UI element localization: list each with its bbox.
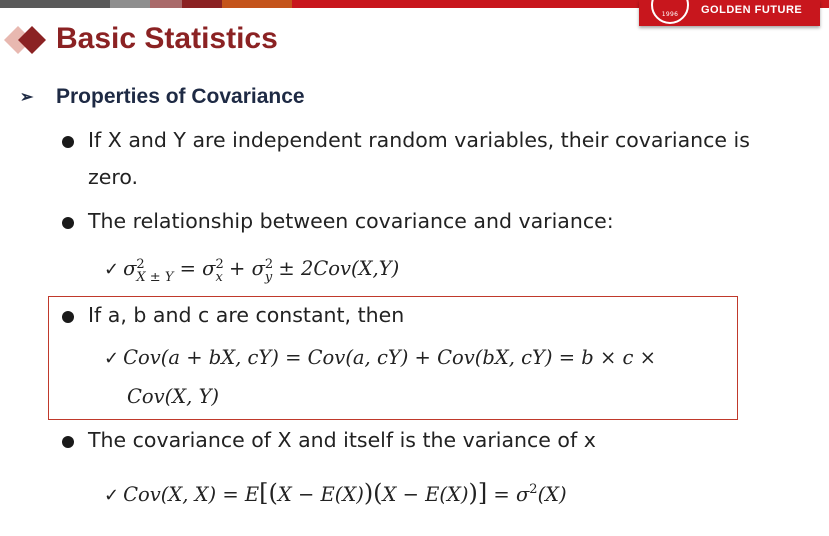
bullet-text: If X and Y are independent random variables, their covariance is zero.: [88, 128, 750, 189]
section-heading: [14, 82, 305, 112]
formula-variance-sum: ✓ σ 2 $_{X \pm Y}$ = σ 2 $_x$ + σ 2 $_y$ ± 2Cov(X,Y): [104, 257, 400, 285]
bullet-dot-icon: [62, 217, 74, 229]
bullet-dot-icon: [62, 436, 74, 448]
logo-text: GOLDEN FUTURE: [701, 4, 803, 16]
formula-self-covariance: ✓ Cov(X, $X) = E[(X - E(X))(X - E(X))] = \sigma^2(X)$: [104, 479, 567, 507]
brand-logo: [639, 0, 820, 26]
formula-linear-covariance-cont: [127, 379, 219, 415]
diamond-decoration-icon: [4, 22, 52, 58]
formula-line-2: Cov(X, Y): [127, 385, 220, 408]
section-heading-text: Properties of Covariance: [56, 85, 305, 108]
checkmark-icon: ✓: [104, 485, 120, 506]
checkmark-icon: ✓: [104, 348, 120, 369]
arrow-bullet-icon: ➢: [20, 89, 34, 106]
bullet-text: The covariance of X and itself is the variance of x: [88, 428, 596, 452]
seal-text: 1996: [661, 11, 679, 18]
formula-line-1: Cov(a + bX, cY) = Cov(a, cY) + Cov(bX, cY) = b × c ×: [123, 346, 656, 369]
bullet-dot-icon: [62, 136, 74, 148]
checkmark-icon: ✓: [104, 259, 120, 280]
bullet-text: The relationship between covariance and variance:: [88, 209, 614, 233]
bullet-text: If a, b and c are constant, then: [88, 303, 405, 327]
seal-icon: [651, 0, 689, 24]
page-title: Basic Statistics: [56, 22, 278, 55]
formula-linear-covariance: [104, 340, 656, 377]
bullet-dot-icon: [62, 311, 74, 323]
